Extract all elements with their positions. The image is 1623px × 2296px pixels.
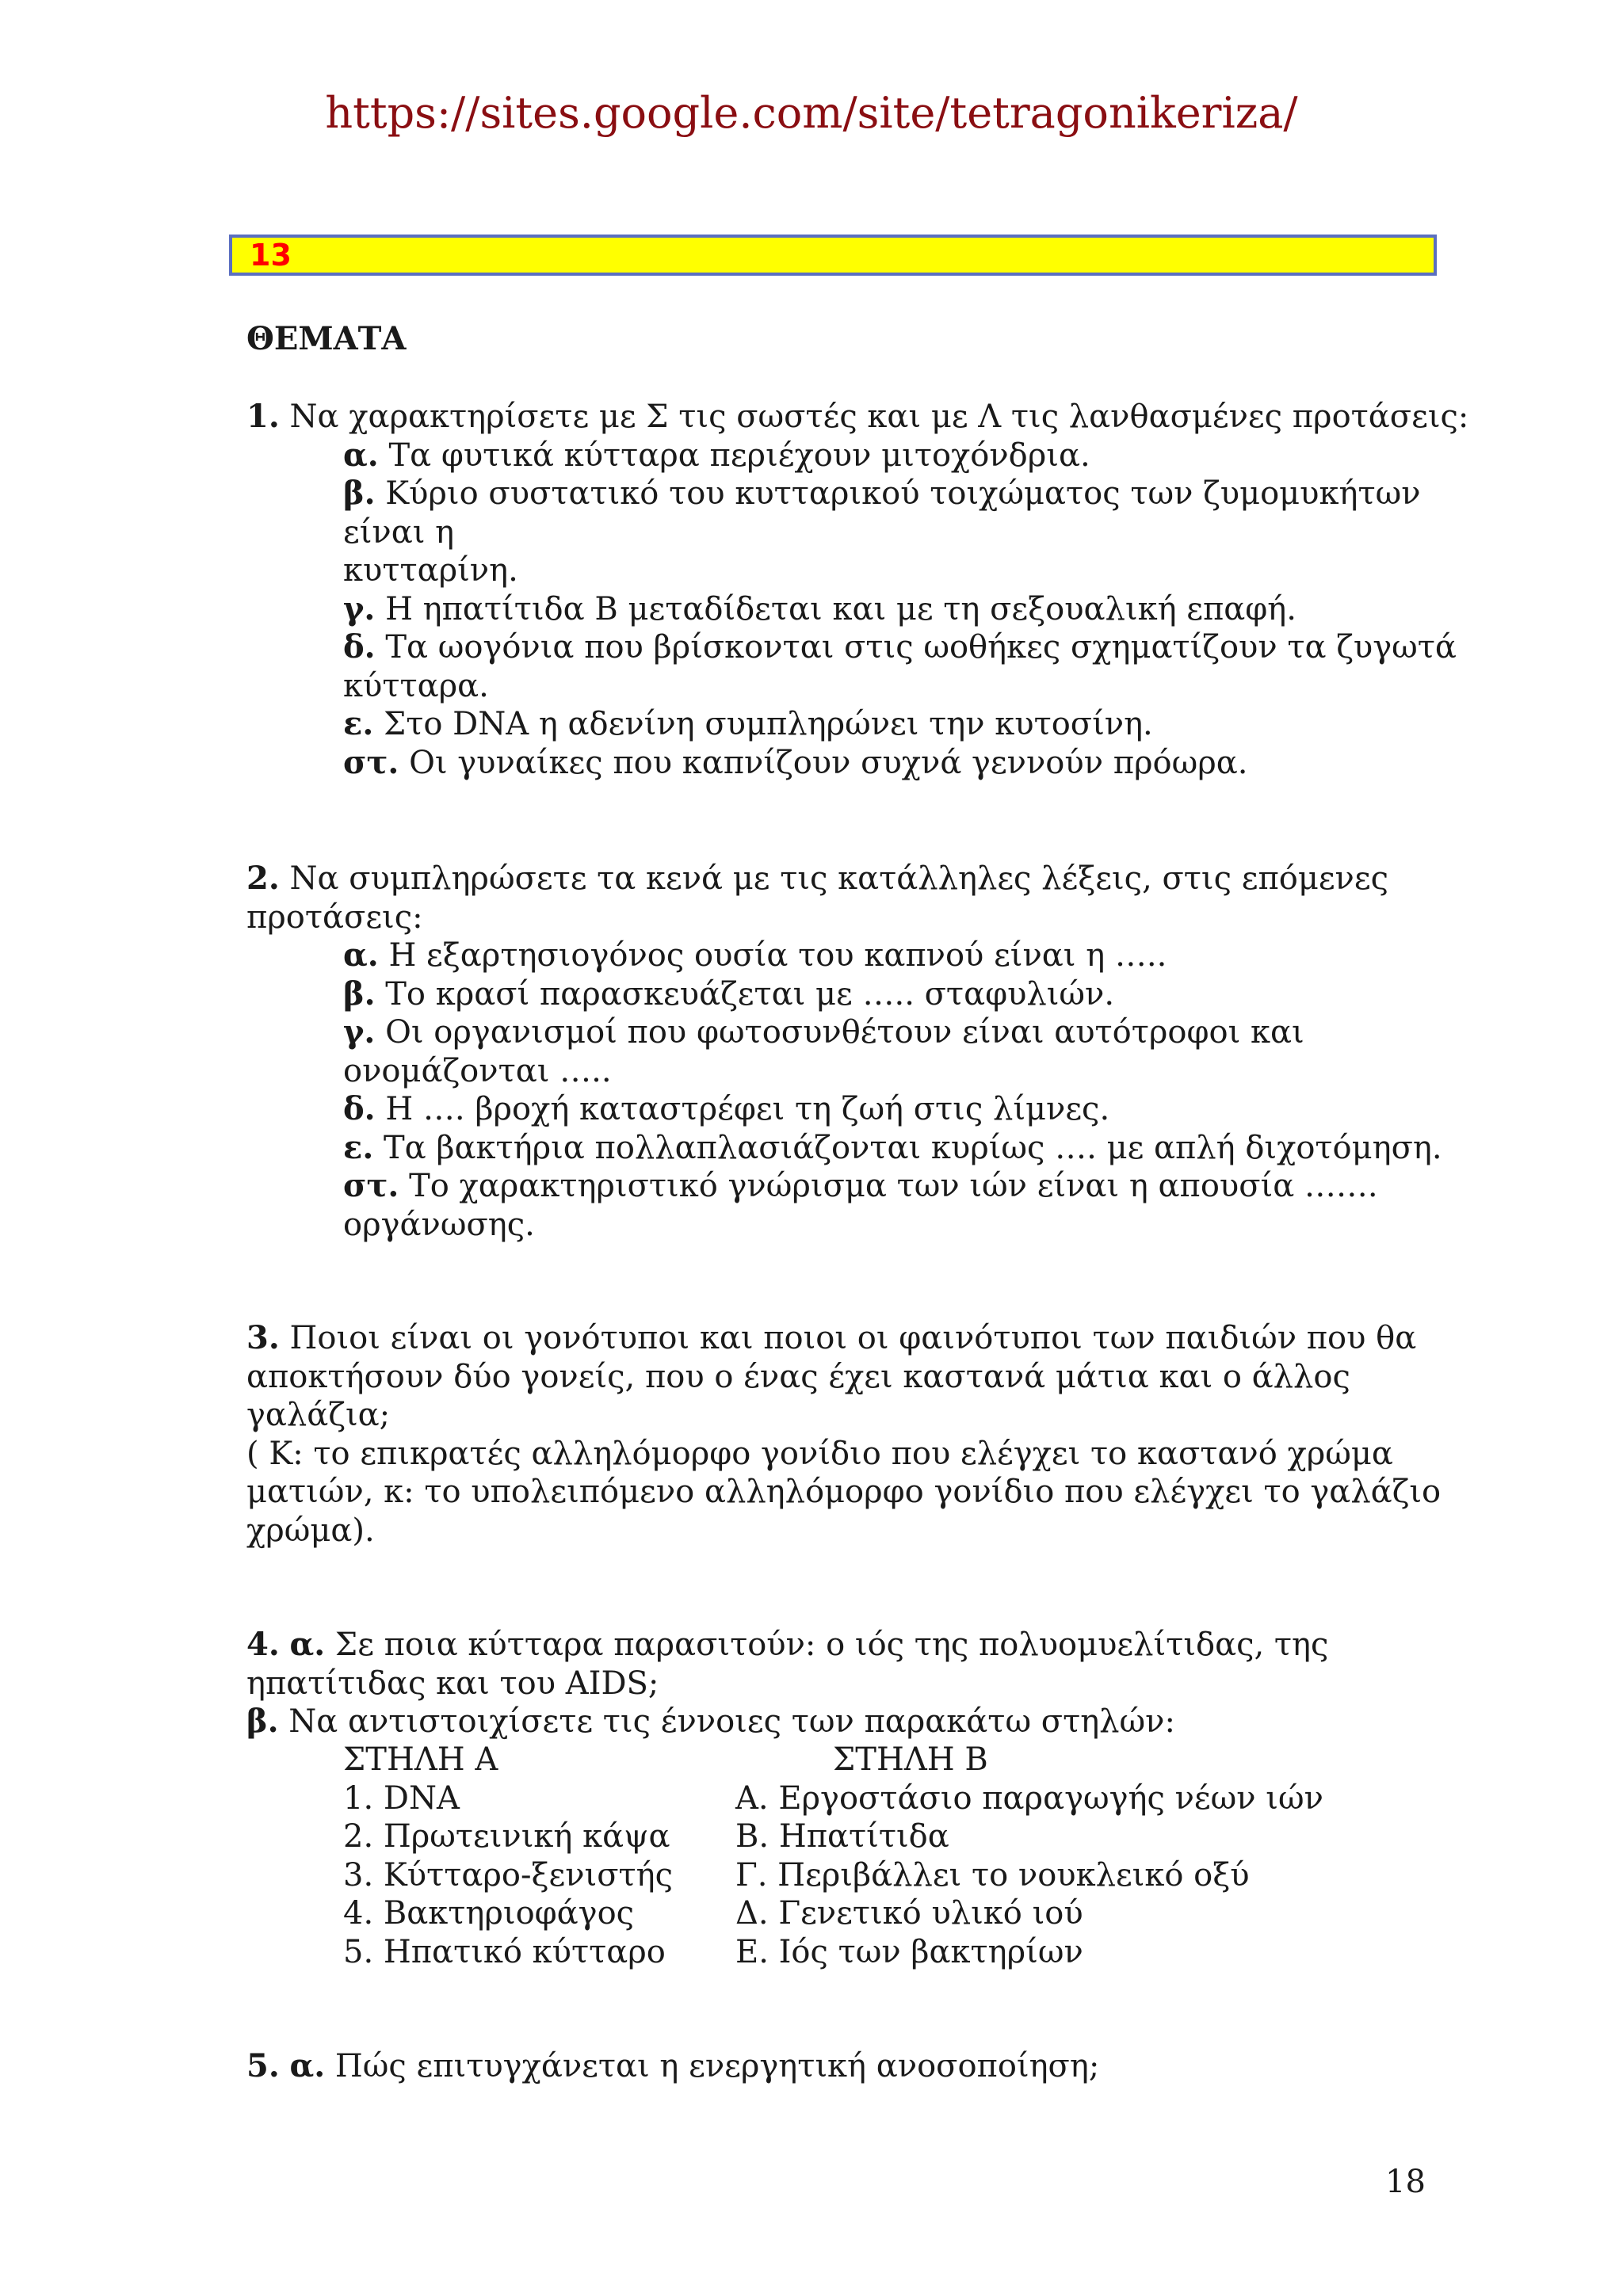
item-label: στ. — [343, 1167, 399, 1204]
column-a-cell: 1. DNA — [343, 1779, 460, 1817]
item-text: Τα βακτήρια πολλαπλασιάζονται κυρίως …. με απλή διχοτόμηση. — [383, 1129, 1442, 1166]
question-text-continuation: ηπατίτιδας και του AIDS; — [246, 1665, 659, 1702]
list-item — [246, 437, 1403, 475]
list-item — [246, 475, 1421, 513]
list-item — [246, 1090, 1403, 1129]
list-item — [246, 705, 1403, 744]
item-text: Κύριο συστατικό του κυτταρικού τοιχώματος των ζυμομυκήτων — [385, 475, 1421, 512]
question-2 — [246, 860, 1442, 1244]
list-item — [246, 1013, 1403, 1052]
list-item — [246, 628, 1457, 667]
column-a-cell: 5. Ηπατικό κύτταρο — [343, 1933, 666, 1970]
question-3-prompt — [246, 1319, 1417, 1358]
item-text: Η ηπατίτιδα Β μεταδίδεται και με τη σεξουαλική επαφή. — [385, 590, 1296, 627]
column-b-cell: Β. Ηπατίτιδα — [735, 1818, 949, 1855]
item-text: Το κρασί παρασκευάζεται με ….. σταφυλιών. — [385, 975, 1115, 1013]
question-text-line: γαλάζια; — [246, 1397, 391, 1433]
question-3 — [246, 1319, 1442, 1550]
item-label: α. — [343, 436, 379, 474]
item-continuation: ονομάζονται ….. — [343, 1052, 612, 1089]
question-2-prompt — [246, 860, 1403, 898]
question-number: 1. — [246, 398, 280, 435]
item-continuation: κύτταρα. — [343, 667, 489, 704]
question-text-line: ματιών, κ: το υπολειπόμενο αλληλόμορφο γονίδιο που ελέγχει το γαλάζιο — [246, 1474, 1442, 1510]
question-5a-prompt — [246, 2047, 1403, 2086]
item-text: Το χαρακτηριστικό γνώρισμα των ιών είναι η απουσία ……. — [409, 1168, 1378, 1204]
item-continuation: είναι η — [343, 513, 455, 551]
question-number: 5. — [246, 2047, 280, 2084]
question-text-line: ( Κ: το επικρατές αλληλόμορφο γονίδιο που ελέγχει το καστανό χρώμα — [246, 1435, 1393, 1472]
item-label: γ. — [343, 1013, 376, 1051]
item-continuation: κυτταρίνη. — [343, 552, 518, 589]
column-a-header: ΣΤΗΛΗ Α — [343, 1741, 498, 1778]
list-item — [246, 1128, 1442, 1168]
item-label: γ. — [343, 589, 376, 627]
question-text-line: αποκτήσουν δύο γονείς, που ο ένας έχει καστανά μάτια και ο άλλος — [246, 1358, 1350, 1395]
section-number: 13 — [250, 238, 292, 273]
question-text-continuation: προτάσεις: — [246, 898, 423, 936]
header-url[interactable]: https://sites.google.com/site/tetragonikeriza/ — [325, 88, 1298, 138]
list-item — [246, 1167, 1403, 1206]
page-heading: ΘΕΜΑΤΑ — [246, 320, 407, 357]
question-text: Να συμπληρώσετε τα κενά με τις κατάλληλες λέξεις, στις επόμενες — [289, 860, 1388, 897]
page-number: 18 — [1385, 2164, 1426, 2200]
column-a-cell: 4. Βακτηριοφάγος — [343, 1895, 635, 1932]
column-b-cell: Γ. Περιβάλλει το νουκλεικό οξύ — [735, 1856, 1250, 1894]
column-a-cell: 3. Κύτταρο-ξενιστής — [343, 1856, 674, 1894]
question-5 — [246, 2047, 1403, 2086]
item-label: ε. — [343, 1128, 374, 1166]
column-a-cell: 2. Πρωτεινική κάψα — [343, 1818, 670, 1855]
item-label: στ. — [343, 743, 399, 781]
question-text: Σε ποια κύτταρα παρασιτούν: ο ιός της πολυομυελίτιδας, της — [334, 1627, 1329, 1663]
question-number: 4. — [246, 1626, 280, 1663]
item-text: Στο DNA η αδενίνη συμπληρώνει την κυτοσίνη. — [383, 706, 1153, 742]
question-1 — [246, 398, 1469, 782]
question-text: Να αντιστοιχίσετε τις έννοιες των παρακάτω στηλών: — [288, 1703, 1175, 1740]
item-text: Η …. βροχή καταστρέφει τη ζωή στις λίμνες. — [385, 1091, 1110, 1127]
question-text: Πώς επιτυγχάνεται η ενεργητική ανοσοποίηση; — [334, 2048, 1100, 2084]
item-label: β. — [246, 1703, 279, 1740]
list-item — [246, 936, 1403, 975]
question-text-line: χρώμα). — [246, 1512, 375, 1549]
item-continuation: οργάνωσης. — [343, 1206, 535, 1243]
question-number: 2. — [246, 860, 280, 897]
list-item — [246, 590, 1403, 629]
item-label: α. — [343, 936, 379, 974]
question-4a-prompt — [246, 1626, 1403, 1665]
item-text: Τα φυτικά κύτταρα περιέχουν μιτοχόνδρια. — [388, 437, 1090, 474]
item-label: δ. — [343, 1090, 376, 1127]
item-label: α. — [289, 1626, 326, 1663]
item-text: Τα ωογόνια που βρίσκονται στις ωοθήκες σχηματίζουν τα ζυγωτά — [385, 629, 1457, 666]
section-banner — [229, 235, 1437, 276]
question-number: 3. — [246, 1319, 280, 1356]
question-4b-prompt — [246, 1703, 1403, 1741]
question-text: Να χαρακτηρίσετε με Σ τις σωστές και με Λ τις λανθασμένες προτάσεις: — [289, 399, 1469, 435]
item-text: Οι γυναίκες που καπνίζουν συχνά γεννούν πρόωρα. — [409, 744, 1248, 781]
list-item — [246, 744, 1403, 783]
question-text: Ποιοι είναι οι γονότυποι και ποιοι οι φαινότυποι των παιδιών που θα — [289, 1320, 1417, 1356]
question-1-prompt — [246, 398, 1469, 437]
list-item — [246, 975, 1403, 1014]
item-label: α. — [289, 2047, 326, 2084]
column-b-cell: Δ. Γενετικό υλικό ιού — [735, 1895, 1083, 1932]
item-text: Η εξαρτησιογόνος ουσία του καπνού είναι η ….. — [388, 937, 1167, 974]
item-label: ε. — [343, 705, 374, 742]
column-b-header: ΣΤΗΛΗ Β — [833, 1741, 988, 1778]
column-b-cell: Α. Εργοστάσιο παραγωγής νέων ιών — [735, 1779, 1323, 1817]
item-label: δ. — [343, 628, 376, 666]
column-b-cell: Ε. Ιός των βακτηρίων — [735, 1933, 1083, 1970]
item-label: β. — [343, 974, 376, 1013]
question-4 — [246, 1626, 1403, 1741]
item-label: β. — [343, 475, 376, 512]
item-text: Οι οργανισμοί που φωτοσυνθέτουν είναι αυτότροφοι και — [385, 1014, 1304, 1051]
